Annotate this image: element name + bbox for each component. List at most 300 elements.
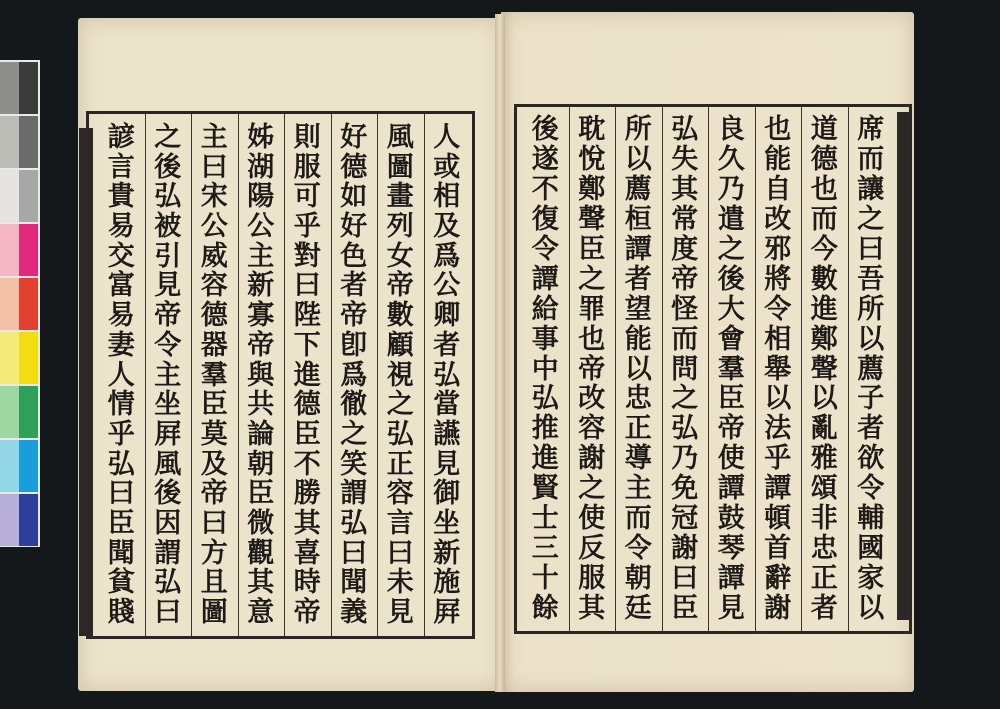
glyph: 相 (433, 181, 461, 213)
glyph: 主 (154, 359, 182, 391)
glyph: 圖 (386, 151, 414, 183)
glyph: 當 (433, 389, 461, 421)
text-column (801, 116, 848, 622)
glyph: 耽 (578, 114, 606, 145)
text-column (98, 124, 145, 626)
glyph: 國 (857, 533, 885, 565)
glyph: 欲 (857, 443, 885, 475)
glyph: 者 (624, 263, 652, 295)
glyph: 給 (531, 293, 559, 325)
glyph: 怪 (671, 293, 699, 325)
glyph: 令 (531, 233, 559, 265)
column-rule (569, 106, 570, 632)
color-patch (19, 170, 38, 222)
glyph: 姊 (247, 122, 275, 153)
color-patch (19, 386, 38, 438)
glyph: 數 (386, 300, 414, 332)
text-column (424, 124, 471, 626)
column-rule (662, 106, 663, 632)
glyph: 不 (293, 448, 321, 480)
glyph: 正 (810, 563, 838, 595)
text-column (284, 124, 331, 626)
color-patch (0, 224, 19, 276)
glyph: 頓 (764, 503, 792, 535)
glyph: 主 (624, 473, 652, 505)
glyph: 復 (531, 203, 559, 235)
glyph: 好 (340, 211, 368, 243)
glyph: 臣 (293, 418, 321, 450)
glyph: 爲 (340, 359, 368, 391)
glyph: 而 (857, 143, 885, 175)
glyph: 弘 (340, 507, 368, 539)
right-page-edge-band (897, 112, 910, 620)
glyph: 見 (386, 597, 414, 628)
glyph: 正 (624, 413, 652, 445)
glyph: 坐 (154, 389, 182, 421)
column-rule (755, 106, 756, 632)
glyph: 人 (433, 122, 461, 153)
glyph: 朝 (247, 448, 275, 480)
glyph: 乎 (764, 443, 792, 475)
glyph: 弘 (671, 413, 699, 445)
glyph: 及 (433, 211, 461, 243)
glyph: 譚 (624, 233, 652, 265)
text-column (238, 124, 285, 626)
glyph: 頌 (810, 473, 838, 505)
glyph: 能 (764, 143, 792, 175)
glyph: 後 (154, 478, 182, 510)
glyph: 弘 (154, 567, 182, 599)
glyph: 之 (717, 233, 745, 265)
glyph: 帝 (247, 329, 275, 361)
glyph: 之 (154, 122, 182, 153)
glyph: 下 (293, 329, 321, 361)
glyph: 而 (810, 203, 838, 235)
color-patch (0, 170, 19, 222)
color-patch (0, 386, 19, 438)
column-rule (191, 114, 192, 636)
glyph: 顧 (386, 329, 414, 361)
glyph: 觀 (247, 537, 275, 569)
glyph: 徹 (340, 389, 368, 421)
color-patch (19, 278, 38, 330)
glyph: 事 (531, 323, 559, 355)
glyph: 因 (154, 507, 182, 539)
glyph: 與 (247, 359, 275, 391)
glyph: 陛 (293, 300, 321, 332)
color-patch (0, 332, 19, 384)
text-column (848, 116, 895, 622)
glyph: 法 (764, 413, 792, 445)
glyph: 雅 (810, 443, 838, 475)
glyph: 德 (293, 389, 321, 421)
glyph: 好 (340, 122, 368, 153)
glyph: 道 (810, 114, 838, 145)
glyph: 帝 (200, 478, 228, 510)
glyph: 所 (624, 114, 652, 145)
glyph: 時 (293, 567, 321, 599)
glyph: 譚 (717, 563, 745, 595)
glyph: 曰 (386, 537, 414, 569)
glyph: 德 (340, 151, 368, 183)
glyph: 之 (386, 389, 414, 421)
color-patch (19, 440, 38, 492)
glyph: 女 (386, 240, 414, 272)
glyph: 問 (671, 353, 699, 385)
glyph: 器 (200, 329, 228, 361)
glyph: 乃 (671, 443, 699, 475)
glyph: 使 (717, 443, 745, 475)
glyph: 三 (531, 533, 559, 565)
glyph: 乎 (293, 211, 321, 243)
glyph: 共 (247, 389, 275, 421)
glyph: 賤 (107, 597, 135, 628)
column-rule (145, 114, 146, 636)
glyph: 譚 (531, 263, 559, 295)
glyph: 久 (717, 143, 745, 175)
glyph: 妻 (107, 329, 135, 361)
glyph: 導 (624, 443, 652, 475)
glyph: 進 (293, 359, 321, 391)
glyph: 首 (764, 533, 792, 565)
glyph: 色 (340, 240, 368, 272)
glyph: 士 (531, 503, 559, 535)
glyph: 且 (200, 567, 228, 599)
glyph: 勝 (293, 478, 321, 510)
glyph: 輔 (857, 503, 885, 535)
glyph: 論 (247, 418, 275, 450)
glyph: 忠 (810, 533, 838, 565)
glyph: 十 (531, 563, 559, 595)
glyph: 以 (857, 593, 885, 624)
glyph: 聲 (578, 203, 606, 235)
glyph: 弘 (433, 359, 461, 391)
glyph: 貧 (107, 567, 135, 599)
glyph: 謝 (671, 533, 699, 565)
glyph: 之 (340, 418, 368, 450)
glyph: 見 (433, 448, 461, 480)
glyph: 廷 (624, 593, 652, 624)
glyph: 讌 (433, 418, 461, 450)
glyph: 之 (578, 473, 606, 505)
glyph: 臣 (578, 233, 606, 265)
glyph: 乎 (107, 418, 135, 450)
glyph: 宋 (200, 181, 228, 213)
glyph: 曰 (200, 507, 228, 539)
glyph: 曰 (671, 563, 699, 595)
glyph: 情 (107, 389, 135, 421)
glyph: 辭 (764, 563, 792, 595)
glyph: 而 (671, 323, 699, 355)
glyph: 罪 (578, 293, 606, 325)
glyph: 聲 (810, 353, 838, 385)
glyph: 中 (531, 353, 559, 385)
glyph: 臣 (247, 478, 275, 510)
glyph: 主 (200, 122, 228, 153)
glyph: 及 (200, 448, 228, 480)
book-gutter (495, 14, 505, 692)
glyph: 令 (624, 533, 652, 565)
glyph: 或 (433, 151, 461, 183)
glyph: 可 (293, 181, 321, 213)
glyph: 謝 (578, 443, 606, 475)
glyph: 家 (857, 563, 885, 595)
glyph: 遂 (531, 143, 559, 175)
glyph: 者 (340, 270, 368, 302)
column-rule (615, 106, 616, 632)
glyph: 施 (433, 567, 461, 599)
glyph: 曰 (293, 270, 321, 302)
glyph: 德 (810, 143, 838, 175)
color-patch (0, 440, 19, 492)
glyph: 後 (531, 114, 559, 145)
glyph: 容 (578, 413, 606, 445)
glyph: 爲 (433, 240, 461, 272)
glyph: 風 (386, 122, 414, 153)
glyph: 吾 (857, 263, 885, 295)
glyph: 以 (624, 143, 652, 175)
glyph: 望 (624, 293, 652, 325)
glyph: 聞 (107, 537, 135, 569)
glyph: 其 (293, 507, 321, 539)
column-rule (331, 114, 332, 636)
glyph: 鄭 (578, 173, 606, 205)
glyph: 其 (578, 593, 606, 624)
glyph: 之 (671, 383, 699, 415)
glyph: 賢 (531, 473, 559, 505)
glyph: 忠 (624, 383, 652, 415)
glyph: 弘 (671, 114, 699, 145)
glyph: 弘 (154, 181, 182, 213)
glyph: 非 (810, 503, 838, 535)
glyph: 乃 (717, 173, 745, 205)
glyph: 臣 (717, 383, 745, 415)
glyph: 也 (578, 323, 606, 355)
glyph: 弘 (531, 383, 559, 415)
glyph: 畫 (386, 181, 414, 213)
glyph: 微 (247, 507, 275, 539)
glyph: 度 (671, 233, 699, 265)
glyph: 未 (386, 567, 414, 599)
text-column (522, 116, 569, 622)
text-column (331, 124, 378, 626)
glyph: 相 (764, 323, 792, 355)
glyph: 卽 (340, 329, 368, 361)
glyph: 羣 (200, 359, 228, 391)
glyph: 公 (200, 211, 228, 243)
glyph: 曰 (154, 597, 182, 628)
glyph: 帝 (717, 413, 745, 445)
glyph: 之 (578, 263, 606, 295)
glyph: 不 (531, 173, 559, 205)
glyph: 曰 (107, 478, 135, 510)
color-patch (0, 494, 19, 546)
glyph: 謂 (154, 537, 182, 569)
glyph: 謂 (340, 478, 368, 510)
glyph: 御 (433, 478, 461, 510)
glyph: 則 (293, 122, 321, 153)
glyph: 薦 (857, 353, 885, 385)
text-column (569, 116, 616, 622)
glyph: 譚 (764, 473, 792, 505)
glyph: 公 (247, 211, 275, 243)
column-rule (284, 114, 285, 636)
glyph: 帝 (671, 263, 699, 295)
text-column (662, 116, 709, 622)
glyph: 後 (717, 263, 745, 295)
glyph: 莫 (200, 418, 228, 450)
glyph: 能 (624, 323, 652, 355)
column-rule (708, 106, 709, 632)
glyph: 冠 (671, 503, 699, 535)
glyph: 之 (857, 203, 885, 235)
color-patch (19, 224, 38, 276)
glyph: 後 (154, 151, 182, 183)
glyph: 舉 (764, 353, 792, 385)
glyph: 人 (107, 359, 135, 391)
text-column (755, 116, 802, 622)
text-column (145, 124, 192, 626)
glyph: 也 (810, 173, 838, 205)
glyph: 也 (764, 114, 792, 145)
glyph: 言 (107, 151, 135, 183)
color-patch (19, 62, 38, 114)
glyph: 被 (154, 211, 182, 243)
glyph: 桓 (624, 203, 652, 235)
glyph: 帝 (340, 300, 368, 332)
glyph: 喜 (293, 537, 321, 569)
glyph: 今 (810, 233, 838, 265)
glyph: 令 (154, 329, 182, 361)
glyph: 免 (671, 473, 699, 505)
glyph: 而 (624, 503, 652, 535)
glyph: 以 (810, 383, 838, 415)
glyph: 改 (764, 203, 792, 235)
glyph: 臣 (671, 593, 699, 624)
glyph: 席 (857, 114, 885, 145)
glyph: 風 (154, 448, 182, 480)
glyph: 屛 (154, 418, 182, 450)
glyph: 正 (386, 448, 414, 480)
glyph: 令 (764, 293, 792, 325)
glyph: 反 (578, 533, 606, 565)
glyph: 寡 (247, 300, 275, 332)
glyph: 湖 (247, 151, 275, 183)
glyph: 見 (154, 270, 182, 302)
glyph: 自 (764, 173, 792, 205)
glyph: 新 (247, 270, 275, 302)
text-column (377, 124, 424, 626)
glyph: 薦 (624, 173, 652, 205)
glyph: 易 (107, 211, 135, 243)
glyph: 富 (107, 270, 135, 302)
glyph: 弘 (107, 448, 135, 480)
glyph: 邪 (764, 233, 792, 265)
glyph: 羣 (717, 353, 745, 385)
glyph: 謝 (764, 593, 792, 624)
glyph: 進 (531, 443, 559, 475)
glyph: 琴 (717, 533, 745, 565)
glyph: 屛 (433, 597, 461, 628)
glyph: 公 (433, 270, 461, 302)
glyph: 子 (857, 383, 885, 415)
glyph: 容 (200, 270, 228, 302)
glyph: 弘 (386, 418, 414, 450)
glyph: 威 (200, 240, 228, 272)
glyph: 鼓 (717, 503, 745, 535)
column-rule (377, 114, 378, 636)
glyph: 坐 (433, 507, 461, 539)
glyph: 將 (764, 263, 792, 295)
column-rule (848, 106, 849, 632)
glyph: 服 (293, 151, 321, 183)
glyph: 方 (200, 537, 228, 569)
glyph: 圖 (200, 597, 228, 628)
color-patch (0, 62, 19, 114)
color-patch (19, 332, 38, 384)
glyph: 陽 (247, 181, 275, 213)
column-rule (238, 114, 239, 636)
glyph: 大 (717, 293, 745, 325)
glyph: 改 (578, 383, 606, 415)
glyph: 朝 (624, 563, 652, 595)
glyph: 卿 (433, 300, 461, 332)
glyph: 言 (386, 507, 414, 539)
glyph: 進 (810, 293, 838, 325)
glyph: 帝 (386, 270, 414, 302)
glyph: 笑 (340, 448, 368, 480)
glyph: 數 (810, 263, 838, 295)
glyph: 視 (386, 359, 414, 391)
glyph: 貴 (107, 181, 135, 213)
glyph: 意 (247, 597, 275, 628)
glyph: 對 (293, 240, 321, 272)
glyph: 見 (717, 593, 745, 624)
glyph: 聞 (340, 567, 368, 599)
glyph: 會 (717, 323, 745, 355)
glyph: 者 (857, 413, 885, 445)
color-patch (0, 116, 19, 168)
glyph: 如 (340, 181, 368, 213)
glyph: 者 (810, 593, 838, 624)
glyph: 良 (717, 114, 745, 145)
glyph: 交 (107, 240, 135, 272)
glyph: 遣 (717, 203, 745, 235)
glyph: 帝 (154, 300, 182, 332)
glyph: 令 (857, 473, 885, 505)
glyph: 常 (671, 203, 699, 235)
glyph: 新 (433, 537, 461, 569)
glyph: 者 (433, 329, 461, 361)
glyph: 悅 (578, 143, 606, 175)
glyph: 列 (386, 211, 414, 243)
glyph: 所 (857, 293, 885, 325)
glyph: 以 (857, 323, 885, 355)
glyph: 易 (107, 300, 135, 332)
glyph: 譚 (717, 473, 745, 505)
glyph: 引 (154, 240, 182, 272)
text-column (708, 116, 755, 622)
glyph: 臣 (107, 507, 135, 539)
glyph: 以 (764, 383, 792, 415)
glyph: 容 (386, 478, 414, 510)
glyph: 推 (531, 413, 559, 445)
glyph: 使 (578, 503, 606, 535)
glyph: 亂 (810, 413, 838, 445)
glyph: 其 (247, 567, 275, 599)
color-patch (19, 116, 38, 168)
text-column (615, 116, 662, 622)
